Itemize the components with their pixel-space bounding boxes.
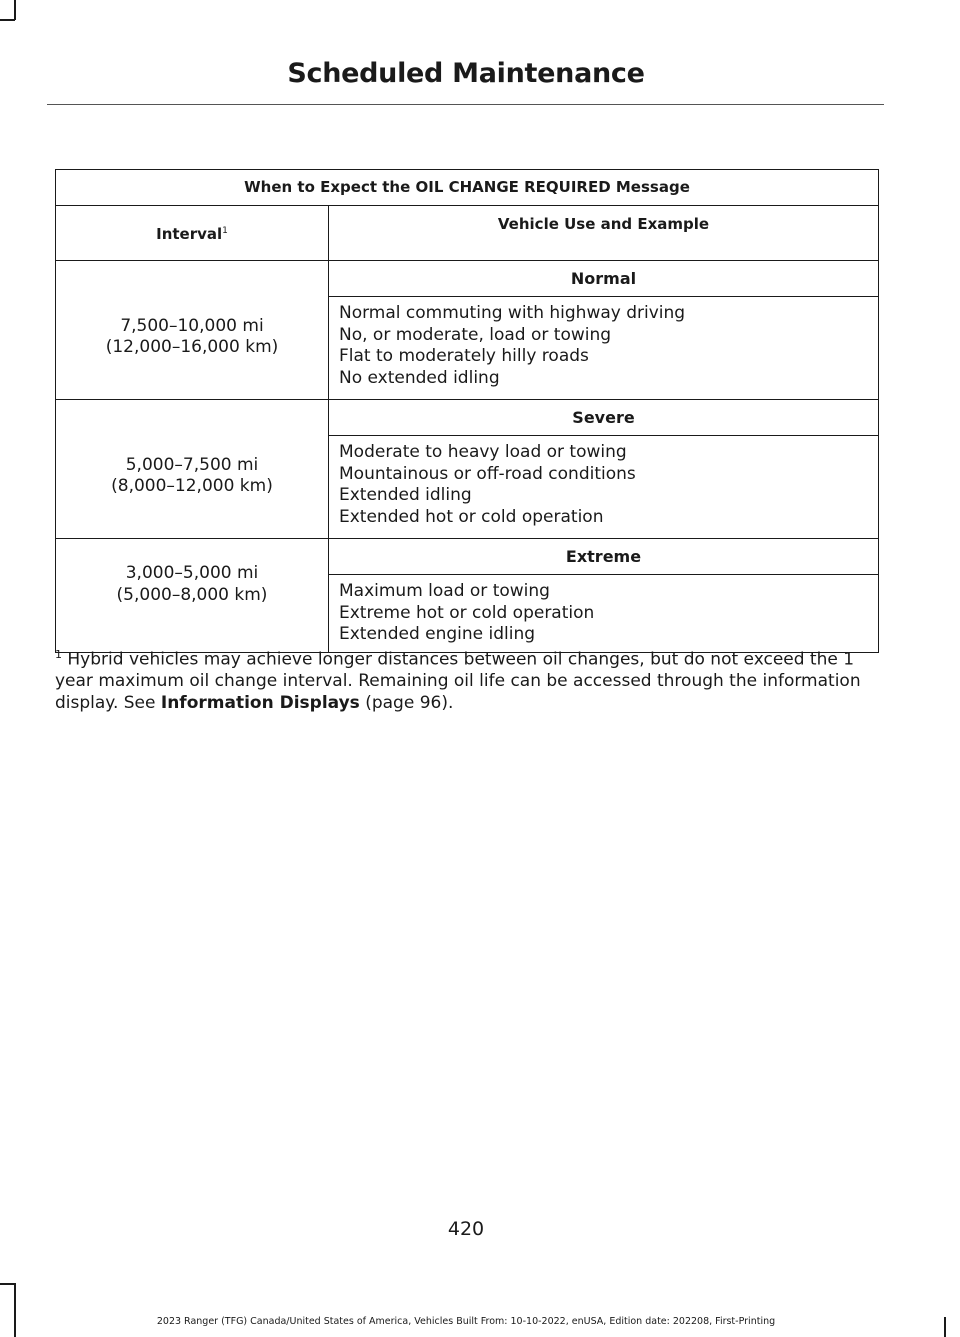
crop-mark-bottom-left-horizontal: [0, 1283, 15, 1285]
table-row: [56, 539, 879, 575]
category-normal: Normal: [329, 261, 879, 297]
interval-km: (12,000–16,000 km): [105, 337, 279, 357]
information-displays-link[interactable]: Information Displays: [160, 692, 360, 713]
example-item: Extended engine idling: [339, 624, 536, 644]
interval-miles: 5,000–7,500 mi: [125, 454, 259, 475]
example-item: Flat to moderately hilly roads: [339, 346, 589, 366]
header-interval: [56, 206, 329, 261]
examples-cell: [329, 575, 879, 653]
interval-cell: [56, 400, 329, 539]
category-extreme: Extreme: [329, 539, 879, 575]
header-interval-label: Interval: [156, 224, 223, 243]
footnote-ref: 1: [222, 225, 228, 236]
footnote-marker: 1: [55, 648, 62, 661]
interval-miles: 3,000–5,000 mi: [125, 563, 259, 583]
example-item: Normal commuting with highway driving: [339, 303, 686, 323]
examples-cell: [329, 297, 879, 400]
document-footer: 2023 Ranger (TFG) Canada/United States of America, Vehicles Built From: 10-10-2022, enUSA, Edition date: 202208, First-Printing: [156, 1316, 776, 1327]
crop-mark-top-left-vertical: [14, 0, 16, 20]
interval-km: (8,000–12,000 km): [111, 476, 273, 496]
example-item: No, or moderate, load or towing: [339, 324, 612, 345]
title-divider: [47, 104, 884, 105]
crop-mark-bottom-right-vertical: [944, 1317, 946, 1337]
example-item: Extreme hot or cold operation: [339, 602, 595, 623]
interval-miles: 7,500–10,000 mi: [120, 315, 264, 336]
interval-km: (5,000–8,000 km): [116, 584, 268, 605]
table-row: [56, 400, 879, 436]
page-title: Scheduled Maintenance: [287, 58, 645, 89]
table-caption-row: [56, 170, 879, 206]
example-item: Moderate to heavy load or towing: [339, 442, 627, 462]
interval-cell: [56, 539, 329, 653]
table-caption: When to Expect the OIL CHANGE REQUIRED Message: [56, 170, 879, 206]
example-item: Maximum load or towing: [339, 581, 550, 601]
oil-change-table: [55, 169, 879, 653]
crop-mark-bottom-left-vertical: [14, 1283, 16, 1337]
footnote-page-ref: (page 96).: [359, 692, 454, 713]
footnote-text: Hybrid vehicles may achieve longer distances between oil changes, but do not exceed the 1 year maximum oil change interval. Remaining oil life can be accessed through the information display. See: [55, 649, 861, 713]
page-number: 420: [447, 1218, 485, 1240]
example-item: Mountainous or off-road conditions: [339, 463, 636, 484]
example-item: No extended idling: [339, 367, 500, 388]
interval-cell: [56, 261, 329, 400]
table-header-row: [56, 206, 879, 261]
example-item: Extended hot or cold operation: [339, 506, 604, 527]
crop-mark-top-left-horizontal: [0, 19, 15, 21]
header-vehicle-use: Vehicle Use and Example: [329, 206, 879, 261]
category-severe: Severe: [329, 400, 879, 436]
table-row: [56, 261, 879, 297]
examples-cell: [329, 436, 879, 539]
example-item: Extended idling: [339, 485, 472, 505]
table-footnote: [55, 644, 870, 714]
